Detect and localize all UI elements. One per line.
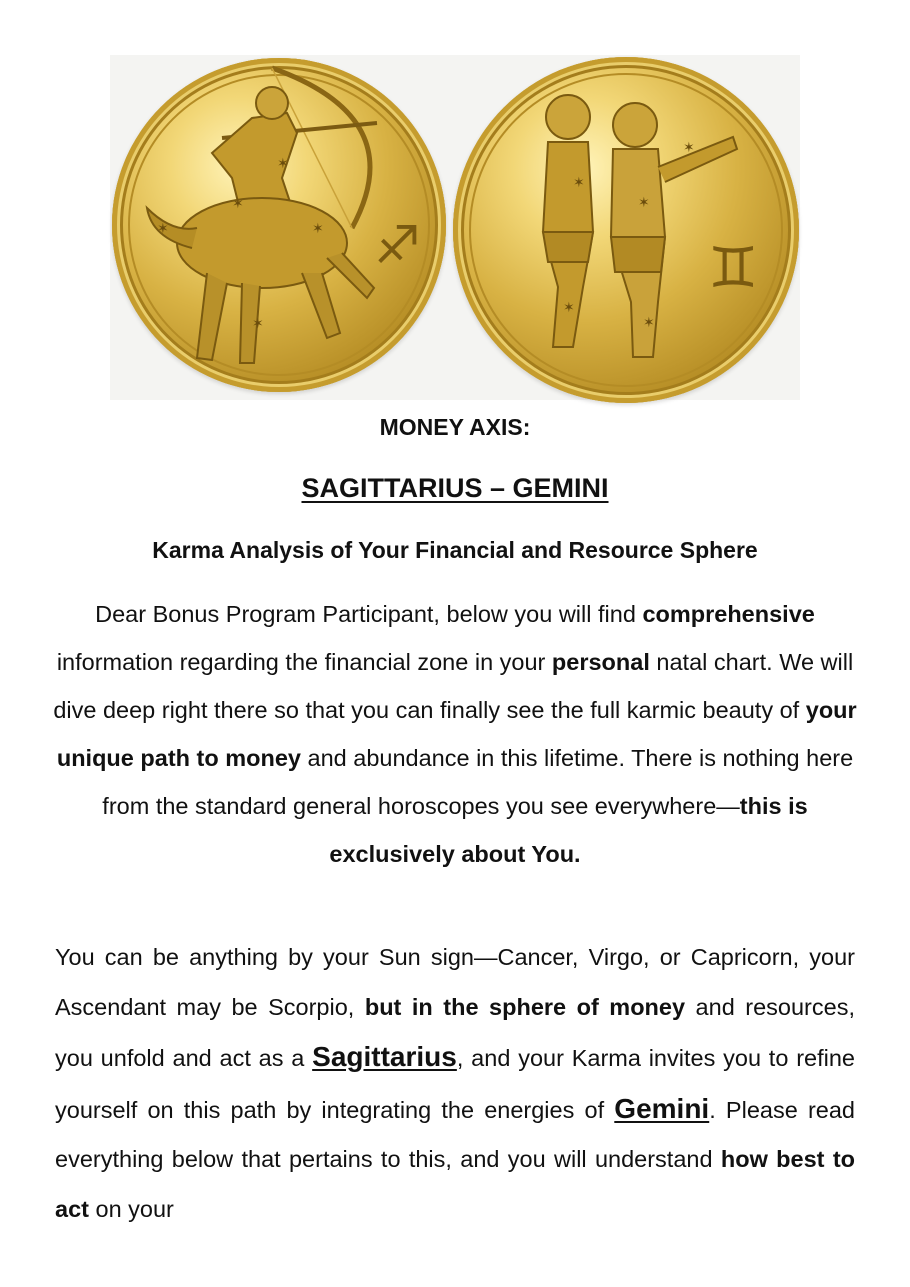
gemini-twins-icon xyxy=(453,57,799,403)
intro-bold-2: personal xyxy=(551,649,650,675)
svg-text:✶: ✶ xyxy=(643,314,655,330)
body-text-5: on your xyxy=(88,1195,174,1222)
svg-text:✶: ✶ xyxy=(232,195,244,211)
svg-text:✶: ✶ xyxy=(252,315,264,331)
svg-text:✶: ✶ xyxy=(683,139,695,155)
intro-bold-4: this is exclusively about You. xyxy=(329,793,808,867)
svg-text:✶: ✶ xyxy=(312,220,324,236)
zodiac-coins-image xyxy=(110,55,800,400)
svg-text:✶: ✶ xyxy=(573,174,585,190)
intro-bold-3: your unique path to money xyxy=(56,697,857,771)
sign-sagittarius: Sagittarius xyxy=(312,1041,457,1072)
svg-text:✶: ✶ xyxy=(638,194,650,210)
gemini-coin-image xyxy=(453,57,799,403)
sign-gemini: Gemini xyxy=(614,1092,710,1124)
svg-text:✶: ✶ xyxy=(563,299,575,315)
page-subtitle: Karma Analysis of Your Financial and Resource Sphere xyxy=(152,537,758,563)
intro-text-2: information regarding the financial zone in your xyxy=(56,649,552,675)
sagittarius-archer-icon xyxy=(112,58,446,392)
sagittarius-coin-image xyxy=(112,58,446,392)
body-bold-2: how best to act xyxy=(55,1146,856,1222)
svg-text:✶: ✶ xyxy=(277,155,289,171)
body-paragraph xyxy=(55,933,855,1234)
svg-text:✶: ✶ xyxy=(157,220,169,236)
body-text-1: You can be anything by your Sun sign—Cancer, Virgo, or Capricorn, your Ascendant may be Scorpio, xyxy=(55,944,855,1020)
body-bold-1: but in the sphere of money xyxy=(364,993,686,1020)
intro-text-3: natal chart. We will dive deep right there so that you can finally see the full karmic beauty of xyxy=(53,649,854,723)
intro-bold-1: comprehensive xyxy=(642,601,815,627)
intro-paragraph xyxy=(50,590,860,878)
body-text-4: . Please read everything below that pertains to this, and you will understand xyxy=(55,1096,855,1172)
page-title: SAGITTARIUS – GEMINI xyxy=(301,473,609,503)
intro-text-1: Dear Bonus Program Participant, below you will find xyxy=(95,601,643,627)
intro-text-4: and abundance in this lifetime. There is nothing here from the standard general horoscopes you see everywhere— xyxy=(102,745,854,819)
section-kicker: MONEY AXIS: xyxy=(379,414,531,440)
body-text-2: and resources, you unfold and act as a xyxy=(55,993,855,1071)
svg-text:♐: ♐ xyxy=(374,216,421,276)
body-text-3: , and your Karma invites you to refine yourself on this path by integrating the energies of xyxy=(55,1045,855,1123)
svg-text:♊: ♊ xyxy=(708,236,759,301)
